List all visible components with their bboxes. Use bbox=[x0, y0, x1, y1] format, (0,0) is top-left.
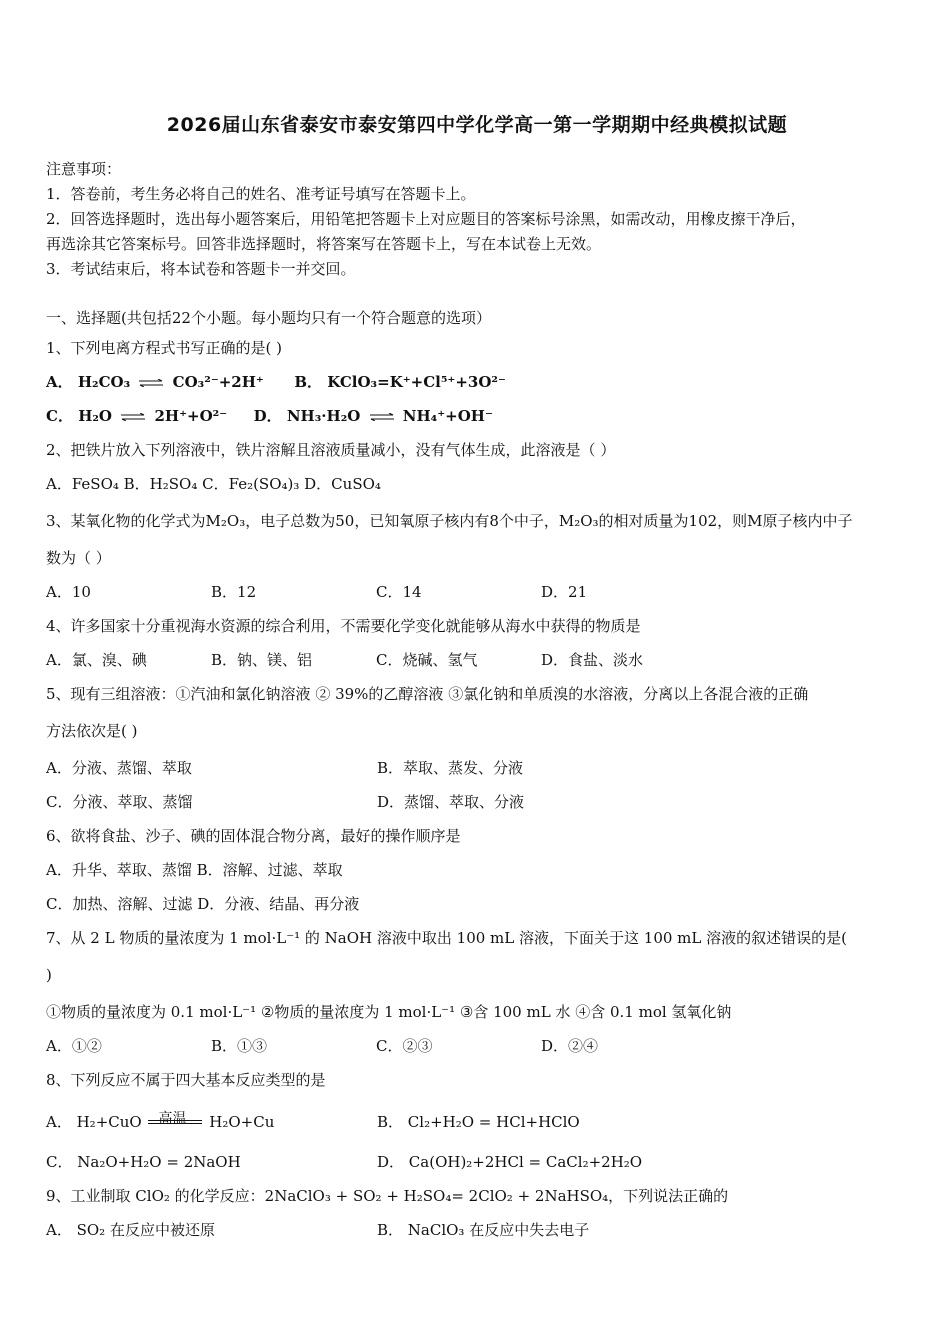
option-b: B．①③ bbox=[211, 1037, 268, 1055]
question-8-stem: 8、下列反应不属于四大基本反应类型的是 bbox=[46, 1071, 326, 1089]
notice-item: 再选涂其它答案标号。回答非选择题时，将答案写在答题卡上，写在本试卷上无效。 bbox=[46, 235, 602, 253]
option-a-label: A． bbox=[46, 373, 73, 391]
page-title: 2026届山东省泰安市泰安第四中学化学高一第一学期期中经典模拟试题 bbox=[166, 114, 788, 136]
question-6-options-cd: C．加热、溶解、过滤 D．分液、结晶、再分液 bbox=[46, 895, 360, 913]
question-5-options-ab bbox=[46, 751, 908, 785]
question-6-stem: 6、欲将食盐、沙子、碘的固体混合物分离，最好的操作顺序是 bbox=[46, 827, 461, 845]
question-4-options bbox=[46, 643, 908, 677]
option-a-right: H₂O+Cu bbox=[209, 1113, 275, 1131]
option-a: A．分液、蒸馏、萃取 bbox=[46, 759, 192, 777]
option-a: A． SO₂ 在反应中被还原 bbox=[46, 1221, 215, 1239]
question-2-stem: 2、把铁片放入下列溶液中，铁片溶解且溶液质量减小，没有气体生成，此溶液是（ ） bbox=[46, 441, 616, 459]
question-7-stem: 7、从 2 L 物质的量浓度为 1 mol·L⁻¹ 的 NaOH 溶液中取出 100 mL 溶液，下面关于这 100 mL 溶液的叙述错误的是( bbox=[46, 929, 847, 947]
reaction-condition: 高温 bbox=[158, 1111, 187, 1127]
option-b: B． NaClO₃ 在反应中失去电子 bbox=[377, 1221, 590, 1239]
option-d-label: D． bbox=[253, 407, 282, 425]
option-d: D． Ca(OH)₂+2HCl = CaCl₂+2H₂O bbox=[377, 1153, 643, 1171]
option-a-left: A． H₂+CuO bbox=[46, 1113, 142, 1131]
question-9-stem: 9、工业制取 ClO₂ 的化学反应：2NaClO₃ + SO₂ + H₂SO₄= 2ClO₂ + 2NaHSO₄，下列说法正确的 bbox=[46, 1187, 729, 1205]
question-3-stem-cont: 数为（ ） bbox=[46, 549, 111, 567]
question-1-options-ab bbox=[46, 365, 908, 399]
section-heading: 一、选择题(共包括22个小题。每小题均只有一个符合题意的选项） bbox=[46, 309, 491, 327]
notice-item: 1．答卷前，考生务必将自己的姓名、准考证号填写在答题卡上。 bbox=[46, 185, 476, 203]
high-temperature-arrow bbox=[148, 1111, 202, 1128]
option-d-right: NH₄⁺+OH⁻ bbox=[402, 407, 493, 425]
question-8-options-cd bbox=[46, 1145, 908, 1179]
question-7-options bbox=[46, 1029, 908, 1063]
option-b: B．钠、镁、铝 bbox=[211, 651, 313, 669]
question-5-stem-cont: 方法依次是( ) bbox=[46, 722, 138, 740]
option-c-label: C． bbox=[46, 407, 73, 425]
option-d: D．蒸馏、萃取、分液 bbox=[377, 793, 525, 811]
option-d-left: NH₃·H₂O bbox=[286, 407, 361, 425]
option-c-left: H₂O bbox=[78, 407, 112, 425]
option-a: A．①② bbox=[46, 1037, 102, 1055]
option-a: A．氯、溴、碘 bbox=[46, 651, 147, 669]
option-b: B．12 bbox=[211, 583, 257, 601]
option-c: C．烧碱、氢气 bbox=[376, 651, 478, 669]
option-c: C．②③ bbox=[376, 1037, 433, 1055]
option-c: C． Na₂O+H₂O = 2NaOH bbox=[46, 1153, 241, 1171]
option-a-right: CO₃²⁻+2H⁺ bbox=[172, 373, 264, 391]
question-9-options-ab bbox=[46, 1213, 908, 1247]
equilibrium-arrow-icon bbox=[138, 379, 164, 387]
option-d: D．食盐、淡水 bbox=[541, 651, 644, 669]
option-c: C．分液、萃取、蒸馏 bbox=[46, 793, 193, 811]
question-7-facts: ①物质的量浓度为 0.1 mol·L⁻¹ ②物质的量浓度为 1 mol·L⁻¹ ③含 100 mL 水 ④含 0.1 mol 氢氧化钠 bbox=[46, 1003, 732, 1021]
option-a bbox=[46, 1099, 377, 1145]
question-1-stem: 1、下列电离方程式书写正确的是( ) bbox=[46, 339, 283, 357]
option-a-left: H₂CO₃ bbox=[77, 373, 131, 391]
equilibrium-arrow-icon bbox=[369, 413, 395, 421]
notice-heading: 注意事项： bbox=[46, 160, 122, 178]
question-1-options-cd bbox=[46, 399, 908, 433]
option-b: B． Cl₂+H₂O = HCl+HClO bbox=[377, 1113, 580, 1131]
notice-item: 3．考试结束后，将本试卷和答题卡一并交回。 bbox=[46, 260, 356, 278]
option-d: D．②④ bbox=[541, 1037, 599, 1055]
option-c: C．14 bbox=[376, 583, 422, 601]
question-3-options bbox=[46, 575, 908, 609]
question-5-options-cd bbox=[46, 785, 908, 819]
question-6-options-ab: A．升华、萃取、蒸馏 B．溶解、过滤、萃取 bbox=[46, 861, 343, 879]
notice-item: 2．回答选择题时，选出每小题答案后，用铅笔把答题卡上对应题目的答案标号涂黑，如需改动，用橡皮擦干净后， bbox=[46, 210, 806, 228]
exam-page bbox=[46, 110, 908, 1247]
question-2-options: A．FeSO₄ B．H₂SO₄ C．Fe₂(SO₄)₃ D．CuSO₄ bbox=[46, 475, 381, 493]
option-c-right: 2H⁺+O²⁻ bbox=[154, 407, 228, 425]
question-8-options-ab bbox=[46, 1099, 908, 1145]
notice-block bbox=[46, 157, 908, 282]
option-a: A．10 bbox=[46, 583, 91, 601]
question-4-stem: 4、许多国家十分重视海水资源的综合利用，不需要化学变化就能够从海水中获得的物质是 bbox=[46, 617, 641, 635]
question-7-stem-cont: ) bbox=[46, 966, 52, 984]
equilibrium-arrow-icon bbox=[120, 413, 146, 421]
option-b: B．萃取、蒸发、分液 bbox=[377, 759, 524, 777]
question-3-stem: 3、某氧化物的化学式为M₂O₃，电子总数为50，已知氧原子核内有8个中子，M₂O₃的相对质量为102，则M原子核内中子 bbox=[46, 512, 853, 530]
question-5-stem: 5、现有三组溶液：①汽油和氯化钠溶液 ② 39%的乙醇溶液 ③氯化钠和单质溴的水溶液，分离以上各混合液的正确 bbox=[46, 685, 809, 703]
option-d: D．21 bbox=[541, 583, 588, 601]
option-b: B． KClO₃=K⁺+Cl⁵⁺+3O²⁻ bbox=[294, 373, 506, 391]
